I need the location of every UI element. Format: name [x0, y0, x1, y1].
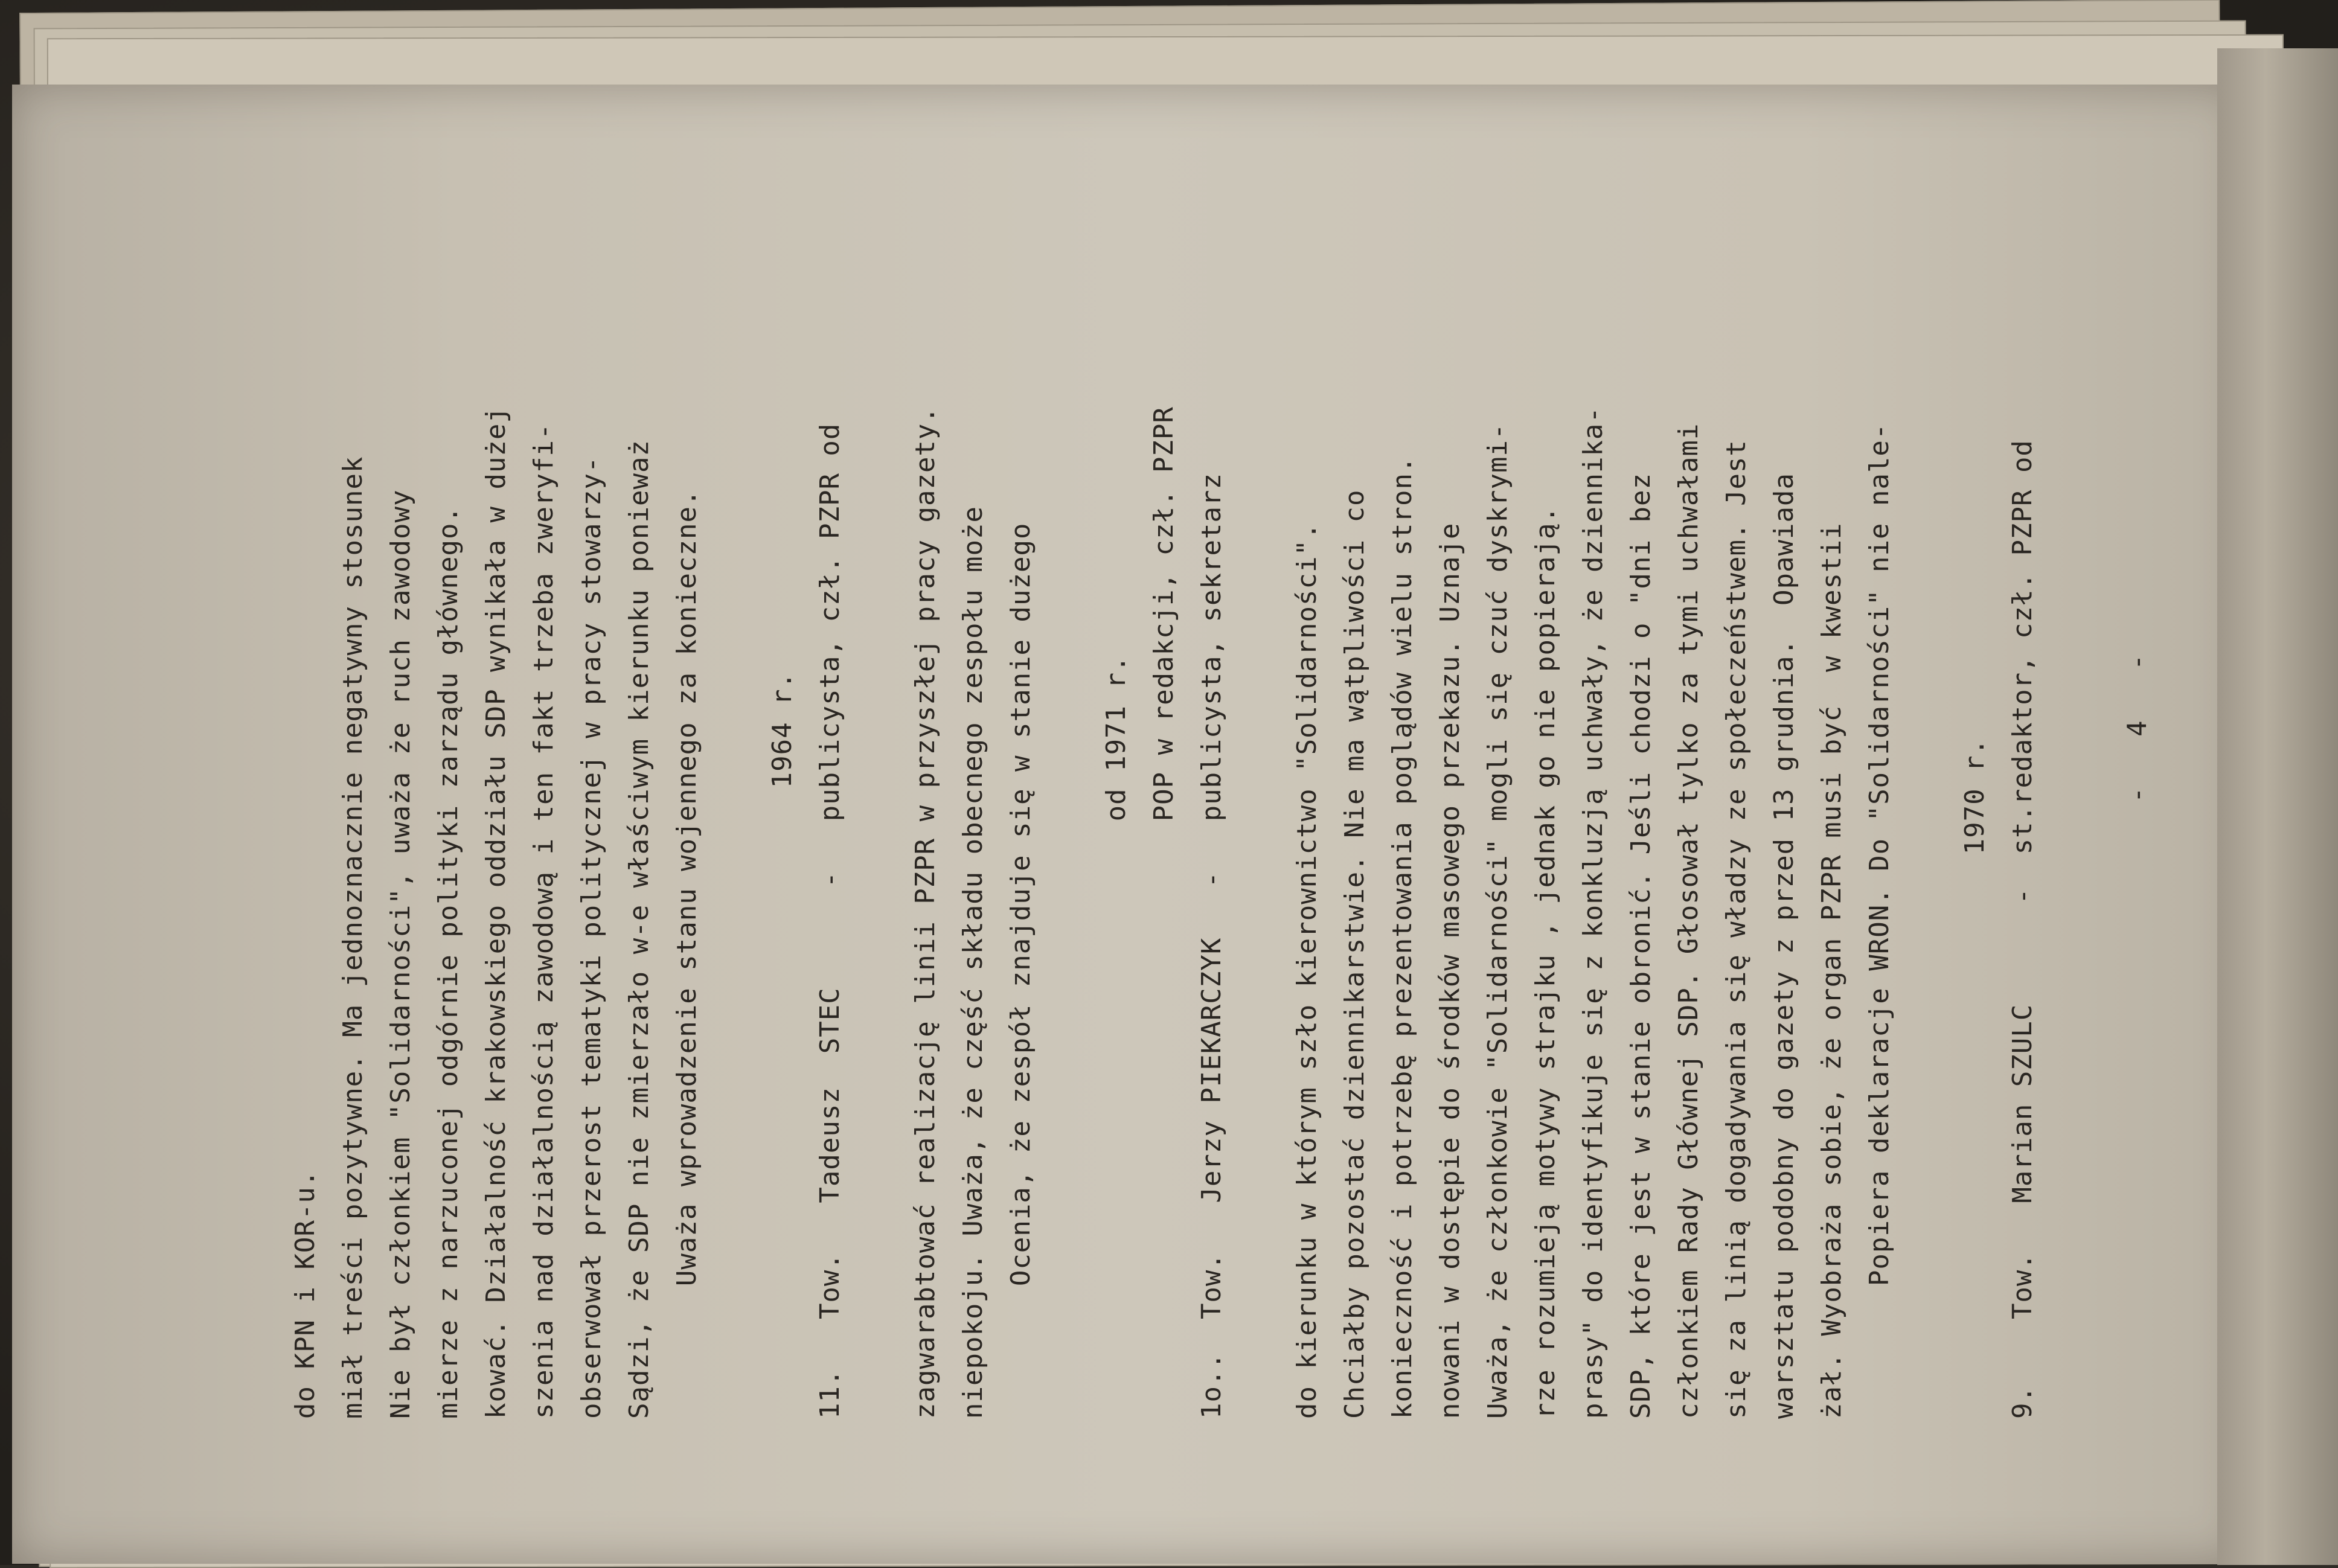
text-line: 11. Tow. Tadeusz STEC - publicysta, czł. PZPR od — [815, 423, 845, 1419]
text-line: żał. Wyobraża sobie, że organ PZPR musi być w kwestii — [1816, 522, 1847, 1419]
text-line: Uważa, że członkowie "Solidarności" mogli się czuć dyskrymi- — [1482, 423, 1513, 1419]
text-line: rze rozumieją motywy strajku , jednak go nie popierają. — [1530, 506, 1561, 1419]
text-line: Sądzi, że SDP nie zmierzało w-e właściwym kierunku ponieważ — [624, 440, 655, 1419]
text-line: kować. Działalność krakowskiego oddziału SDP wynikała w dużej — [481, 406, 511, 1419]
folder-spine — [2217, 48, 2338, 1565]
text-line: miał treści pozytywne. Ma jednoznacznie negatywny stosunek — [338, 456, 368, 1419]
text-line: członkiem Rady Głównej SDP. Głosował tylko za tymi uchwałami — [1673, 423, 1704, 1419]
text-line: Nie był członkiem "Solidarności", uważa że ruch zawodowy — [385, 489, 416, 1419]
text-line: Popiera deklaracje WRON. Do "Solidarności" nie nale- — [1864, 423, 1895, 1419]
text-line: SDP, które jest w stanie obronić. Jeśli chodzi o "dni bez — [1625, 473, 1656, 1419]
text-line: nowani w dostępie do środków masowego przekazu. Uznaje — [1435, 522, 1465, 1419]
text-line: 1970 r. — [1959, 738, 1990, 1419]
page-text-body — [151, 127, 2234, 1455]
page-number: - 4 - — [2122, 653, 2153, 803]
text-line: od 1971 r. — [1101, 655, 1132, 1419]
text-line: 9. Tow. Marian SZULC - st.redaktor, czł. PZPR od — [2007, 440, 2038, 1419]
text-line: do KPN i KOR-u. — [290, 1170, 321, 1419]
text-line: obserwował przerost tematyki politycznej w pracy stowarzy- — [576, 456, 607, 1419]
text-line: POP w redakcji, czł. PZPR — [1148, 406, 1179, 1419]
text-line: prasy" do identyfikuje się z konkluzją uchwały, że dziennika- — [1578, 406, 1609, 1419]
text-line: Uważa wprowadzenie stanu wojennego za konieczne. — [671, 489, 702, 1419]
text-line: konieczność i potrzebę prezentowania poglądów wielu stron. — [1387, 456, 1418, 1419]
text-line: się za linią dogadywania się władzy ze społeczeństwem. Jest — [1721, 440, 1752, 1419]
text-line: niepokoju. Uważa, że część składu obecnego zespołu może — [958, 506, 988, 1419]
text-line: 1964 r. — [767, 671, 798, 1419]
text-line: Ocenia, że zespół znajduje się w stanie dużego — [1005, 522, 1036, 1419]
text-line: warsztatu podobny do gazety z przed 13 grudnia. Opawiada — [1769, 473, 1799, 1419]
text-line: mierze z narzuconej odgórnie polityki zarządu głównego. — [433, 506, 464, 1419]
text-line: szenia nad działalnością zawodową i ten fakt trzeba zweryfi- — [528, 423, 559, 1419]
text-line: Chciałby pozostać dziennikarstwie. Nie ma wątpliwości co — [1339, 489, 1370, 1419]
text-line: 1o.. Tow. Jerzy PIEKARCZYK - publicysta, sekretarz — [1196, 473, 1227, 1419]
page-text-rotated — [151, 127, 2234, 1455]
text-line: zagwarabtować realizację linii PZPR w przyszłej pracy gazety. — [910, 406, 941, 1419]
text-line: do kierunku w którym szło kierownictwo "Solidarności". — [1292, 522, 1322, 1419]
